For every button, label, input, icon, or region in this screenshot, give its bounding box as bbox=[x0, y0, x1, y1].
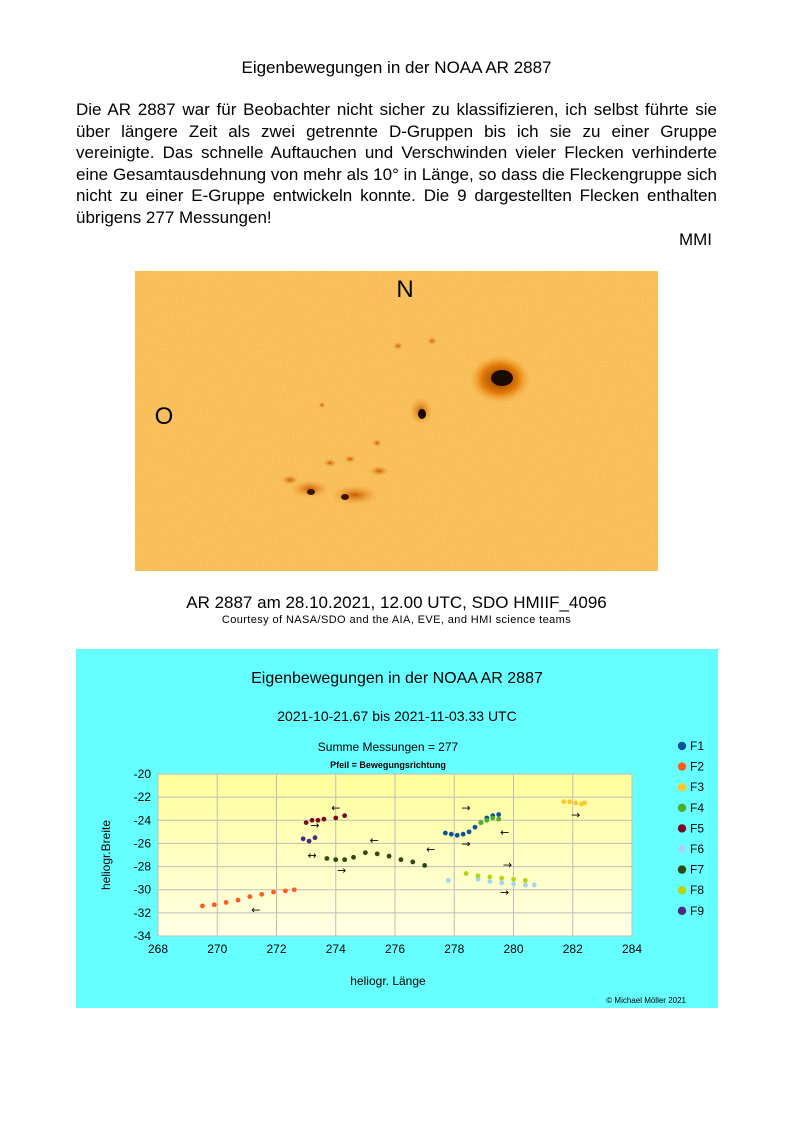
granulation-texture bbox=[135, 271, 658, 571]
point-F6 bbox=[487, 879, 492, 884]
legend-marker-F5 bbox=[678, 824, 686, 832]
point-F2 bbox=[283, 888, 288, 893]
x-tick-label: 278 bbox=[444, 942, 465, 956]
direction-arrow: → bbox=[461, 801, 471, 815]
point-F7 bbox=[363, 850, 368, 855]
point-F8 bbox=[523, 878, 528, 883]
legend-label-F5: F5 bbox=[690, 821, 705, 836]
legend-label-F9: F9 bbox=[690, 903, 705, 918]
legend-marker-F7 bbox=[678, 865, 686, 873]
point-F5 bbox=[333, 816, 338, 821]
direction-arrow: ← bbox=[500, 825, 510, 839]
point-F2 bbox=[247, 894, 252, 899]
legend-marker-F2 bbox=[678, 762, 686, 770]
chart-title: Eigenbewegungen in der NOAA AR 2887 bbox=[251, 670, 543, 687]
y-axis-label: heliogr.Breite bbox=[99, 819, 113, 891]
y-tick-label: -28 bbox=[133, 859, 151, 874]
point-F6 bbox=[511, 882, 516, 887]
point-F1 bbox=[496, 812, 501, 817]
image-credit: Courtesy of NASA/SDO and the AIA, EVE, and HMI science teams bbox=[221, 614, 572, 626]
legend-marker-F3 bbox=[678, 783, 686, 791]
legend-label-F4: F4 bbox=[690, 800, 705, 815]
page-title: Eigenbewegungen in der NOAA AR 2887 bbox=[241, 58, 552, 77]
y-tick-label: -20 bbox=[133, 767, 151, 781]
point-F3 bbox=[573, 801, 578, 806]
sunspot bbox=[427, 337, 437, 345]
legend-marker-F8 bbox=[678, 886, 686, 894]
intro-paragraph: Die AR 2887 war für Beobachter nicht sicher zu klassifizieren, ich selbst führte sie über längere Zeit als zwei getrennte D-Gruppen bis ich sie zu einer Gruppe vereinigte. Das schnelle Auftauchen und Verschwinden vieler Flecken verhinderte eine Gesamtausdehnung von mehr als 10° in Länge, so dass die Fleckengruppe sich nicht zu einer E-Gruppe entwickeln konnte. Die 9 dargestellten Flecken enthalten übrigens 277 Messungen! bbox=[76, 100, 717, 227]
sunspot bbox=[323, 459, 337, 467]
x-tick-labels bbox=[148, 942, 642, 956]
point-F6 bbox=[446, 878, 451, 883]
point-F3 bbox=[582, 801, 587, 806]
point-F7 bbox=[410, 860, 415, 865]
sunspot bbox=[318, 402, 326, 408]
north-label: N bbox=[396, 276, 414, 303]
direction-arrow: → bbox=[500, 886, 510, 900]
direction-arrow: → bbox=[337, 864, 347, 878]
direction-arrow: ↔ bbox=[307, 849, 317, 862]
legend-label-F1: F1 bbox=[690, 739, 705, 753]
point-F2 bbox=[200, 904, 205, 909]
point-F8 bbox=[511, 877, 516, 882]
legend-marker-F9 bbox=[678, 907, 686, 915]
legend-label-F7: F7 bbox=[690, 862, 705, 877]
point-F2 bbox=[292, 887, 297, 892]
point-F7 bbox=[342, 857, 347, 862]
point-F1 bbox=[473, 825, 478, 830]
point-F2 bbox=[259, 892, 264, 897]
legend-marker-F1 bbox=[678, 742, 686, 750]
direction-arrow: → bbox=[502, 858, 513, 872]
direction-arrow: ← bbox=[425, 843, 436, 857]
x-tick-label: 270 bbox=[207, 942, 228, 956]
legend-label-F6: F6 bbox=[690, 842, 705, 856]
legend-label-F8: F8 bbox=[690, 883, 705, 898]
chart-annotation: Summe Messungen = 277 bbox=[317, 740, 459, 754]
y-tick-label: -32 bbox=[133, 905, 151, 920]
y-tick-label: -22 bbox=[133, 790, 151, 805]
direction-arrow: → bbox=[461, 837, 471, 851]
author-signature: MMI bbox=[678, 230, 712, 249]
sunspot bbox=[369, 466, 389, 476]
legend-label-F2: F2 bbox=[690, 759, 705, 774]
sun-image bbox=[135, 271, 658, 571]
point-F2 bbox=[212, 902, 217, 907]
x-tick-label: 284 bbox=[621, 942, 643, 956]
chart-container bbox=[76, 649, 718, 1008]
chart-note: Pfeil = Bewegungsrichtung bbox=[330, 760, 446, 770]
y-tick-label: -24 bbox=[133, 813, 151, 828]
x-tick-label: 272 bbox=[266, 942, 287, 956]
point-F4 bbox=[496, 817, 501, 822]
point-F7 bbox=[422, 863, 427, 868]
point-F6 bbox=[532, 883, 537, 888]
point-F7 bbox=[387, 854, 392, 859]
point-F8 bbox=[487, 875, 492, 880]
sunspot bbox=[393, 342, 403, 350]
sunspot bbox=[372, 439, 382, 447]
x-tick-label: 280 bbox=[503, 942, 524, 956]
sunspot bbox=[331, 485, 379, 505]
point-F7 bbox=[351, 855, 356, 860]
proper-motion-chart bbox=[76, 649, 718, 1008]
sunspot bbox=[281, 475, 299, 485]
direction-arrow: → bbox=[571, 808, 581, 822]
sunspot-umbra bbox=[307, 489, 315, 495]
point-F7 bbox=[333, 857, 338, 862]
direction-arrow: ← bbox=[331, 801, 341, 815]
point-F9 bbox=[313, 835, 318, 840]
direction-arrow: ← bbox=[251, 903, 261, 917]
point-F1 bbox=[455, 833, 460, 838]
point-F3 bbox=[561, 799, 566, 804]
point-F5 bbox=[304, 820, 309, 825]
x-tick-label: 282 bbox=[562, 942, 583, 956]
point-F7 bbox=[324, 856, 329, 861]
point-F7 bbox=[375, 851, 380, 856]
point-F1 bbox=[443, 831, 448, 836]
point-F8 bbox=[464, 871, 469, 876]
point-F7 bbox=[399, 857, 404, 862]
sunspot bbox=[344, 455, 356, 463]
chart-subtitle: 2021-10-21.67 bis 2021-11-03.33 UTC bbox=[277, 708, 517, 724]
point-F9 bbox=[301, 836, 306, 841]
point-F9 bbox=[307, 839, 312, 844]
y-tick-label: -34 bbox=[133, 929, 151, 943]
point-F5 bbox=[322, 817, 327, 822]
direction-arrow: ← bbox=[369, 833, 379, 847]
point-F2 bbox=[224, 900, 229, 905]
x-tick-label: 268 bbox=[147, 942, 169, 956]
point-F3 bbox=[567, 799, 572, 804]
x-axis-label: heliogr. Länge bbox=[350, 974, 426, 988]
y-tick-label: -30 bbox=[133, 882, 151, 897]
point-F1 bbox=[461, 832, 466, 837]
point-F4 bbox=[479, 820, 484, 825]
x-tick-label: 276 bbox=[384, 942, 406, 956]
x-tick-label: 274 bbox=[325, 942, 346, 956]
sunspot-umbra bbox=[418, 409, 426, 419]
west-label: O bbox=[154, 403, 174, 430]
chart-legend bbox=[678, 739, 705, 918]
legend-marker-F4 bbox=[678, 804, 686, 812]
point-F2 bbox=[271, 890, 276, 895]
direction-arrow: → bbox=[310, 818, 320, 832]
legend-marker-F6 bbox=[678, 845, 686, 853]
y-tick-labels bbox=[134, 767, 152, 943]
point-F8 bbox=[499, 876, 504, 881]
sunspot-umbra bbox=[341, 494, 349, 500]
large-sunspot-umbra bbox=[491, 370, 513, 386]
point-F4 bbox=[490, 816, 495, 821]
point-F5 bbox=[342, 813, 347, 818]
legend-label-F3: F3 bbox=[690, 780, 705, 795]
point-F2 bbox=[236, 898, 241, 903]
point-F4 bbox=[484, 818, 489, 823]
point-F1 bbox=[467, 829, 472, 834]
point-F6 bbox=[523, 883, 528, 888]
y-tick-label: -26 bbox=[133, 836, 151, 851]
point-F8 bbox=[476, 873, 481, 878]
point-F1 bbox=[449, 832, 454, 837]
point-F6 bbox=[499, 880, 504, 885]
copyright: © Michael Möller 2021 bbox=[606, 996, 686, 1005]
image-caption: AR 2887 am 28.10.2021, 12.00 UTC, SDO HMIIF_4096 bbox=[186, 593, 607, 612]
